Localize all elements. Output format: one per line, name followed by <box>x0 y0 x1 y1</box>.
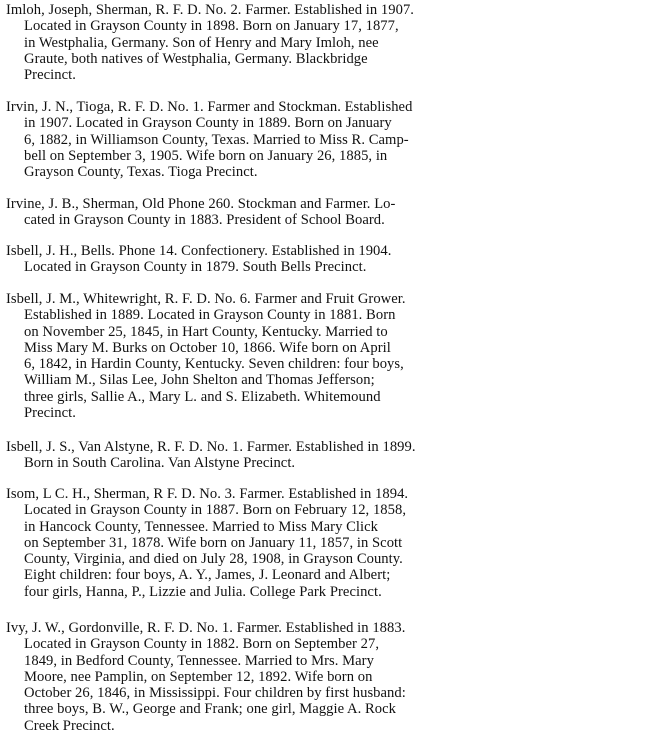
entry-line: Isbell, J. S., Van Alstyne, R. F. D. No. 1. Farmer. Established in 1899. <box>6 439 416 455</box>
entry-line: Miss Mary M. Burks on October 10, 1866. Wife born on April <box>24 339 391 356</box>
entry-line: four girls, Hanna, P., Lizzie and Julia. College Park Precinct. <box>24 583 382 600</box>
entry-line: on November 25, 1845, in Hart County, Kentucky. Married to <box>24 323 388 340</box>
directory-entry <box>6 291 646 421</box>
entry-line: 6, 1842, in Hardin County, Kentucky. Seven children: four boys, <box>24 356 404 373</box>
entry-line: Located in Grayson County in 1898. Born on January 17, 1877, <box>24 18 399 35</box>
entry-line: Precinct. <box>24 405 76 422</box>
entry-line: County, Virginia, and died on July 28, 1908, in Grayson County. <box>24 551 403 568</box>
entry-line: 1849, in Bedford County, Tennessee. Married to Mrs. Mary <box>24 652 374 669</box>
entry-line: Irvin, J. N., Tioga, R. F. D. No. 1. Farmer and Stockman. Established <box>6 99 413 115</box>
entry-line: in Westphalia, Germany. Son of Henry and Mary Imloh, nee <box>24 34 379 51</box>
entry-line: Imloh, Joseph, Sherman, R. F. D. No. 2. Farmer. Established in 1907. <box>6 2 414 18</box>
entry-line: in Hancock County, Tennessee. Married to Miss Mary Click <box>24 518 378 535</box>
entry-line: Isbell, J. M., Whitewright, R. F. D. No. 6. Farmer and Fruit Grower. <box>6 291 406 307</box>
entry-line: Precinct. <box>24 67 76 84</box>
entry-line: Moore, nee Pamplin, on September 12, 1892. Wife born on <box>24 668 373 685</box>
directory-entry <box>6 620 646 734</box>
directory-entry <box>6 196 646 229</box>
entry-line: Isbell, J. H., Bells. Phone 14. Confectionery. Established in 1904. <box>6 243 392 259</box>
entry-line: Located in Grayson County in 1882. Born on September 27, <box>24 636 380 653</box>
entry-line: bell on September 3, 1905. Wife born on January 26, 1885, in <box>24 147 388 164</box>
entry-line: three girls, Sallie A., Mary L. and S. Elizabeth. Whitemound <box>24 388 381 405</box>
directory-entry <box>6 99 646 180</box>
directory-entry <box>6 2 646 83</box>
entry-line: in 1907. Located in Grayson County in 1889. Born on January <box>24 115 392 132</box>
directory-entry <box>6 486 646 600</box>
entry-line: Isom, L C. H., Sherman, R F. D. No. 3. Farmer. Established in 1894. <box>6 486 409 502</box>
entry-line: Eight children: four boys, A. Y., James, J. Leonard and Albert; <box>24 567 391 584</box>
entry-line: three boys, B. W., George and Frank; one girl, Maggie A. Rock <box>24 701 397 718</box>
entry-line: Irvine, J. B., Sherman, Old Phone 260. Stockman and Farmer. Lo- <box>6 196 396 212</box>
entry-line: Located in Grayson County in 1879. South Bells Precinct. <box>24 259 367 276</box>
entry-line: on September 31, 1878. Wife born on January 11, 1857, in Scott <box>24 534 403 551</box>
entry-line: Creek Precinct. <box>24 717 115 734</box>
entry-line: October 26, 1846, in Mississippi. Four children by first husband: <box>24 685 406 702</box>
entry-line: Graute, both natives of Westphalia, Germany. Blackbridge <box>24 50 368 67</box>
entry-line: 6, 1882, in Williamson County, Texas. Married to Miss R. Camp- <box>24 131 409 148</box>
directory-entry <box>6 439 646 472</box>
entry-line: Ivy, J. W., Gordonville, R. F. D. No. 1. Farmer. Established in 1883. <box>6 620 406 636</box>
entry-line: cated in Grayson County in 1883. President of School Board. <box>24 212 385 229</box>
entry-line: Grayson County, Texas. Tioga Precinct. <box>24 164 258 181</box>
entry-line: Born in South Carolina. Van Alstyne Precinct. <box>24 455 296 472</box>
directory-entry <box>6 243 646 276</box>
entry-line: Located in Grayson County in 1887. Born on February 12, 1858, <box>24 502 407 519</box>
entry-line: William M., Silas Lee, John Shelton and Thomas Jefferson; <box>24 372 375 389</box>
entry-line: Established in 1889. Located in Grayson County in 1881. Born <box>24 307 396 324</box>
